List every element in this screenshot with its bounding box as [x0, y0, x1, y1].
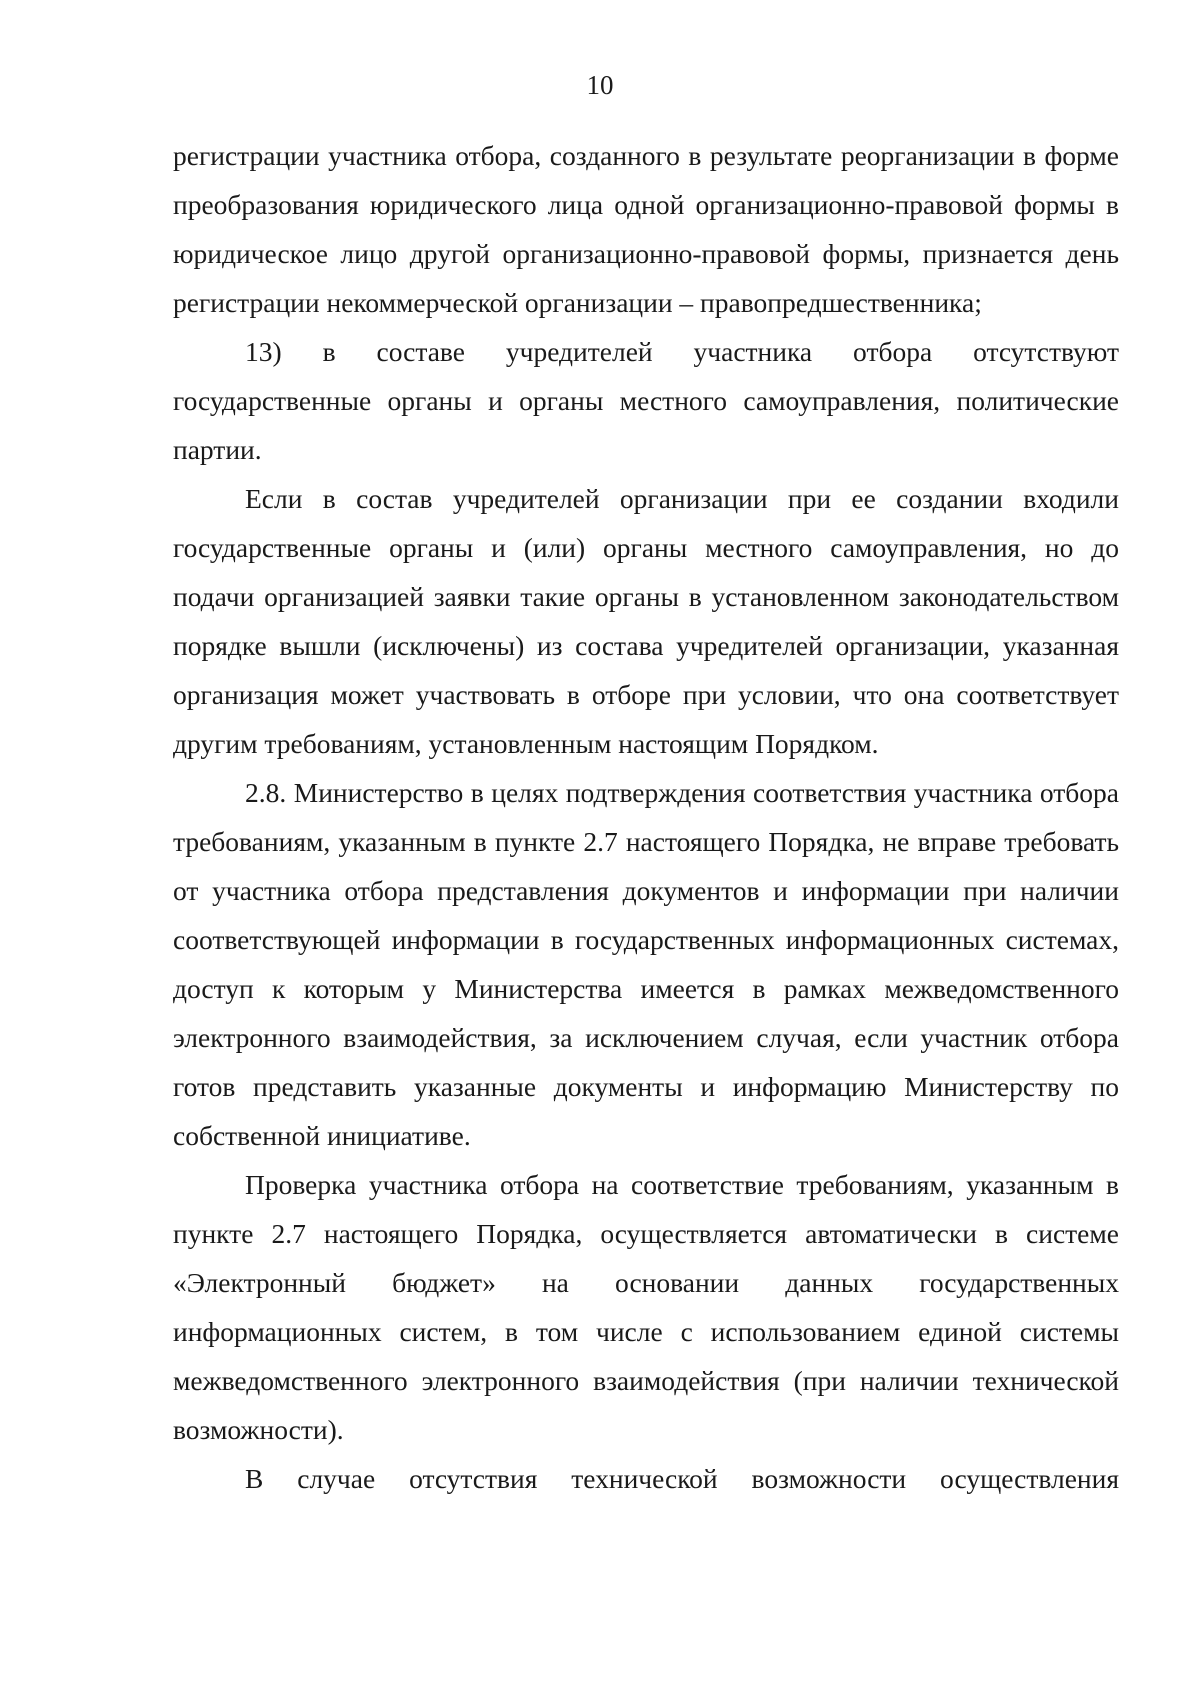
- paragraph-verification: Проверка участника отбора на соответствие требованиям, указанным в пункте 2.7 настоящего Порядка, осуществляется автоматически в системе «Электронный бюджет» на основании данных государственных информационных систем, в том числе с использованием единой системы межведомственного электронного взаимодействия (при наличии технической возможности).: [173, 1169, 1119, 1445]
- page-number: 10: [586, 70, 614, 100]
- paragraph-continuation: регистрации участника отбора, созданного в результате реорганизации в форме преобразования юридического лица одной организационно-правовой формы в юридическое лицо другой организационно-правовой формы, признается день регистрации некоммерческой организации – правопредшественника;: [173, 140, 1119, 318]
- paragraph-item-13: 13) в составе учредителей участника отбора отсутствуют государственные органы и органы местного самоуправления, политические партии.: [173, 336, 1119, 465]
- paragraph-section-2-8: 2.8. Министерство в целях подтверждения соответствия участника отбора требованиям, указанным в пункте 2.7 настоящего Порядка, не вправе требовать от участника отбора представления документов и информации при наличии соответствующей информации в государственных информационных системах, доступ к которым у Министерства имеется в рамках межведомственного электронного взаимодействия, за исключением случая, если участник отбора готов представить указанные документы и информацию Министерству по собственной инициативе.: [173, 777, 1119, 1151]
- document-body: [173, 131, 1119, 1503]
- paragraph-no-technical-possibility: В случае отсутствия технической возможности осуществления: [245, 1463, 1119, 1494]
- paragraph-founders-exception: Если в состав учредителей организации при ее создании входили государственные органы и (или) органы местного самоуправления, но до подачи организацией заявки такие органы в установленном законодательством порядке вышли (исключены) из состава учредителей организации, указанная организация может участвовать в отборе при условии, что она соответствует другим требованиям, установленным настоящим Порядком.: [173, 483, 1119, 759]
